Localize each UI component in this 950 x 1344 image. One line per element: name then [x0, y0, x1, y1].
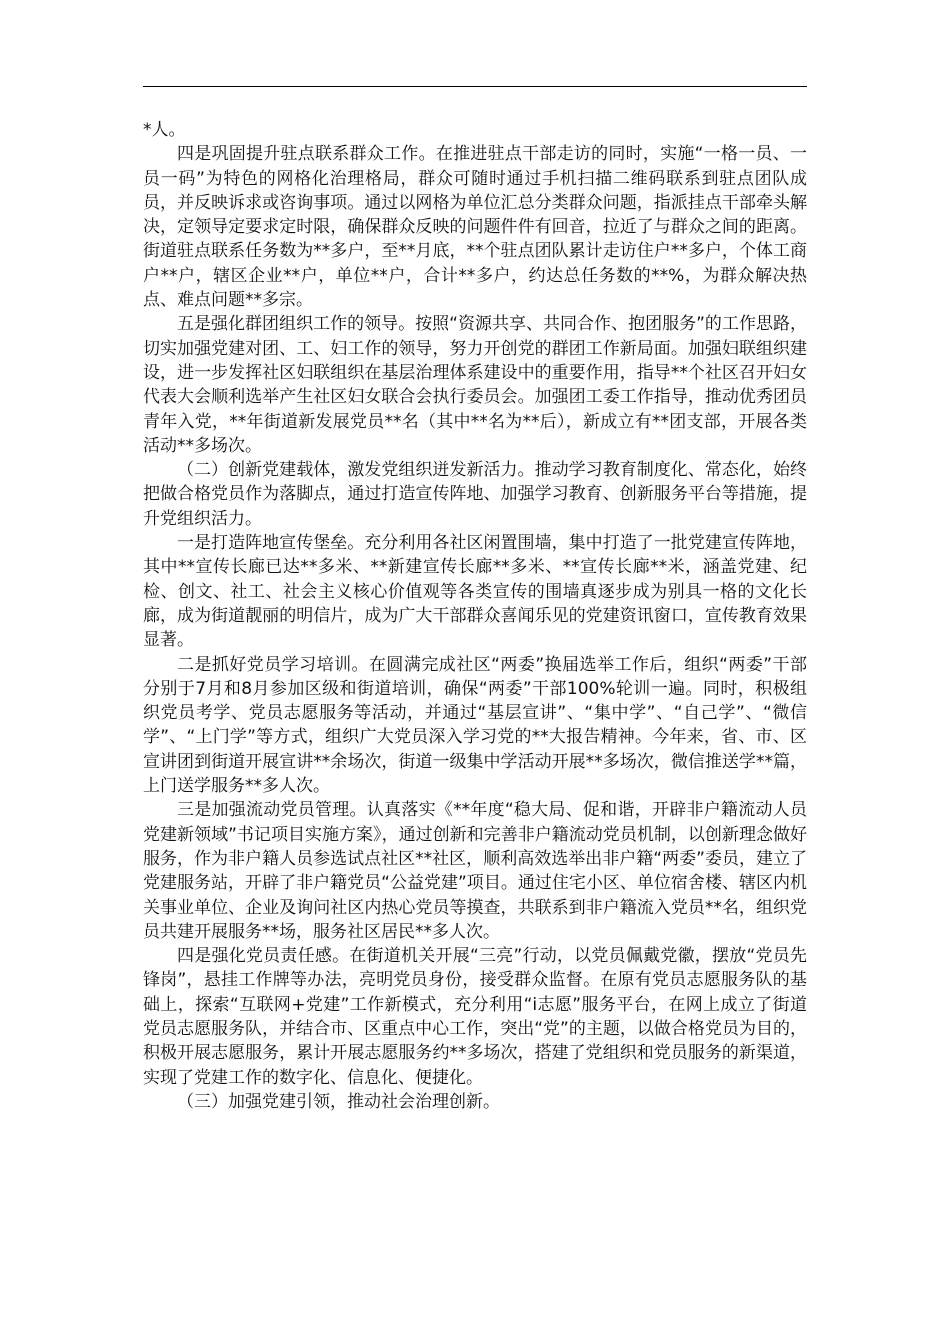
paragraph-publicity-positions: 一是打造阵地宣传堡垒。充分利用各社区闲置围墙，集中打造了一批党建宣传阵地，其中**宣传长廊已达**多米、**新建宣传长廊**多米、**宣传长廊**米，涵盖党建、纪检、创文、社工、社会主义核心价值观等各类宣传的围墙真逐步成为别具一格的文化长廊，成为街道靓丽的明信片，成为广大干部群众喜闻乐见的党建资讯窗口，宣传教育效果显著。 [143, 533, 807, 651]
header-rule [143, 86, 807, 87]
paragraph-section-three-heading: （三）加强党建引领，推动社会治理创新。 [177, 1091, 500, 1112]
paragraph-section-two-heading: （二）创新党建载体，激发党组织迸发新活力。推动学习教育制度化、常态化，始终把做合格党员作为落脚点，通过打造宣传阵地、加强学习教育、创新服务平台等措施，提升党组织活力。 [143, 460, 807, 529]
paragraph-member-training: 二是抓好党员学习培训。在圆满完成社区“两委”换届选举工作后，组织“两委”干部分别于7月和8月参加区级和街道培训，确保“两委”干部100%轮训一遍。同时，积极组织党员考学、党员志愿服务等活动，并通过“基层宣讲”、“集中学”、“自己学”、“微信学”、“上门学”等方式，组织广大党员深入学习党的**大报告精神。今年来，省、市、区宣讲团到街道开展宣讲**余场次，街道一级集中学活动开展**多场次，微信推送学**篇，上门送学服务**多人次。 [143, 654, 807, 797]
paragraph-member-responsibility: 四是强化党员责任感。在街道机关开展“三亮”行动，以党员佩戴党徽，摆放“党员先锋岗”，悬挂工作牌等办法，亮明党员身份，接受群众监督。在原有党员志愿服务队的基础上，探索“互联网+党建”工作新模式，充分利用“i志愿”服务平台，在网上成立了街道党员志愿服务队，并结合市、区重点中心工作，突出“党”的主题，以做合格党员为目的，积极开展志愿服务，累计开展志愿服务约**多场次，搭建了党组织和党员服务的新渠道，实现了党建工作的数字化、信息化、便捷化。 [143, 946, 807, 1088]
document-body [143, 118, 807, 1114]
paragraph-liaison-work: 四是巩固提升驻点联系群众工作。在推进驻点干部走访的同时，实施“一格一员、一员一码”为特色的网格化治理格局，群众可随时通过手机扫描二维码联系到驻点团队成员，并反映诉求或咨询事项。通过以网格为单位汇总分类群众问题，指派挂点干部牵头解决，定领导定要求定时限，确保群众反映的问题件件有回音，拉近了与群众之间的距离。街道驻点联系任务数为**多户，至**月底，**个驻点团队累计走访住户**多户，个体工商户**户，辖区企业**户，单位**户，合计**多户，约达总任务数的**%，为群众解决热点、难点问题**多宗。 [143, 144, 807, 311]
paragraph-continuation: *人。 [143, 120, 186, 140]
paragraph-mass-organizations: 五是强化群团组织工作的领导。按照“资源共享、共同合作、抱团服务”的工作思路，切实加强党建对团、工、妇工作的领导，努力开创党的群团工作新局面。加强妇联组织建设，进一步发挥社区妇联组织在基层治理体系建设中的重要作用，指导**个社区召开妇女代表大会顺利选举产生社区妇女联合会执行委员会。加强团工委工作指导，推动优秀团员青年入党，**年街道新发展党员**名（其中**名为**后），新成立有**团支部，开展各类活动**多场次。 [143, 314, 807, 456]
paragraph-floating-members: 三是加强流动党员管理。认真落实《**年度“稳大局、促和谐，开辟非户籍流动人员党建新领域”书记项目实施方案》，通过创新和完善非户籍流动党员机制，以创新理念做好服务，作为非户籍人员参选试点社区**社区，顺利高效选举出非户籍“两委”委员，建立了党建服务站，开辟了非户籍党员“公益党建”项目。通过住宅小区、单位宿舍楼、辖区内机关事业单位、企业及询问社区内热心党员等摸查，共联系到非户籍流入党员**名，组织党员共建开展服务**场，服务社区居民**多人次。 [143, 800, 807, 942]
